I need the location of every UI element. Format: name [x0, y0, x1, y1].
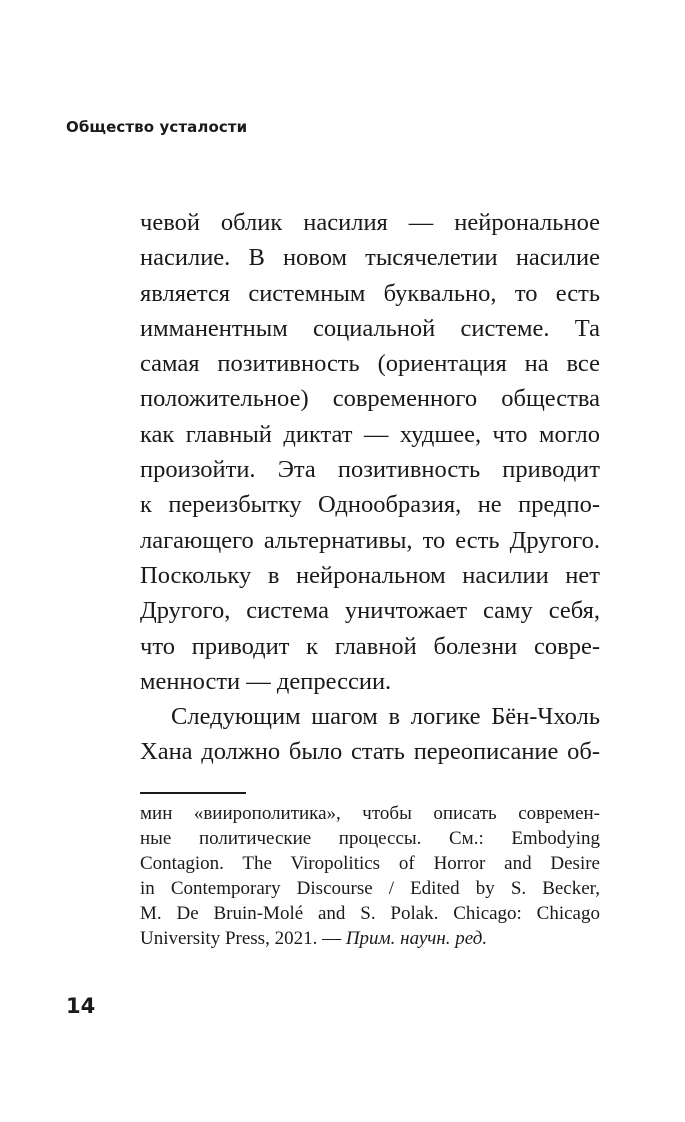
text-line: Другого, система уничтожает саму себя, [140, 597, 600, 625]
footnote-line [140, 926, 600, 951]
body-text [140, 205, 600, 770]
text-line: Поскольку в нейрональном насилии нет [140, 561, 600, 589]
text-line: чевой облик насилия — нейрональное [140, 209, 600, 236]
footnote-citation: University Press, 2021. — [140, 928, 346, 949]
footnote-line: Contagion. The Viropolitics of Horror and Desire [140, 853, 600, 874]
footnote-line: ные политические процессы. См.: Embodying [140, 828, 600, 849]
text-line: Следующим шагом в логике Бён-Чхоль [171, 703, 600, 731]
page-number: 14 [66, 994, 96, 1018]
footnote-line: M. De Bruin-Molé and S. Polak. Chicago: Chicago [140, 903, 600, 924]
footnote-line: мин «виирополитика», чтобы описать современ- [140, 803, 600, 824]
editor-note: Прим. научн. ред. [345, 928, 488, 949]
text-line: насилие. В новом тысячелетии насилие [140, 244, 600, 272]
text-line: положительное) современного общества [140, 385, 600, 413]
text-line: лагающего альтернативы, то есть Другого. [140, 526, 600, 554]
footnote [140, 801, 600, 951]
text-line: имманентным социальной системе. Та [140, 314, 600, 342]
text-line: к переизбытку Однообразия, не предпо- [140, 491, 600, 519]
text-line: менности — депрессии. [140, 667, 392, 695]
text-line: как главный диктат — худшее, что могло [140, 420, 600, 448]
text-line: Хана должно было стать переописание об- [140, 738, 600, 766]
footnote-line: in Contemporary Discourse / Edited by S. Becker, [140, 878, 600, 899]
text-line: является системным буквально, то есть [140, 279, 600, 307]
running-head: Общество усталости [66, 118, 248, 136]
text-line: что приводит к главной болезни совре- [140, 632, 600, 660]
text-line: произойти. Эта позитивность приводит [140, 456, 600, 484]
footnote-divider [140, 792, 246, 794]
text-line: самая позитивность (ориентация на все [140, 350, 600, 378]
